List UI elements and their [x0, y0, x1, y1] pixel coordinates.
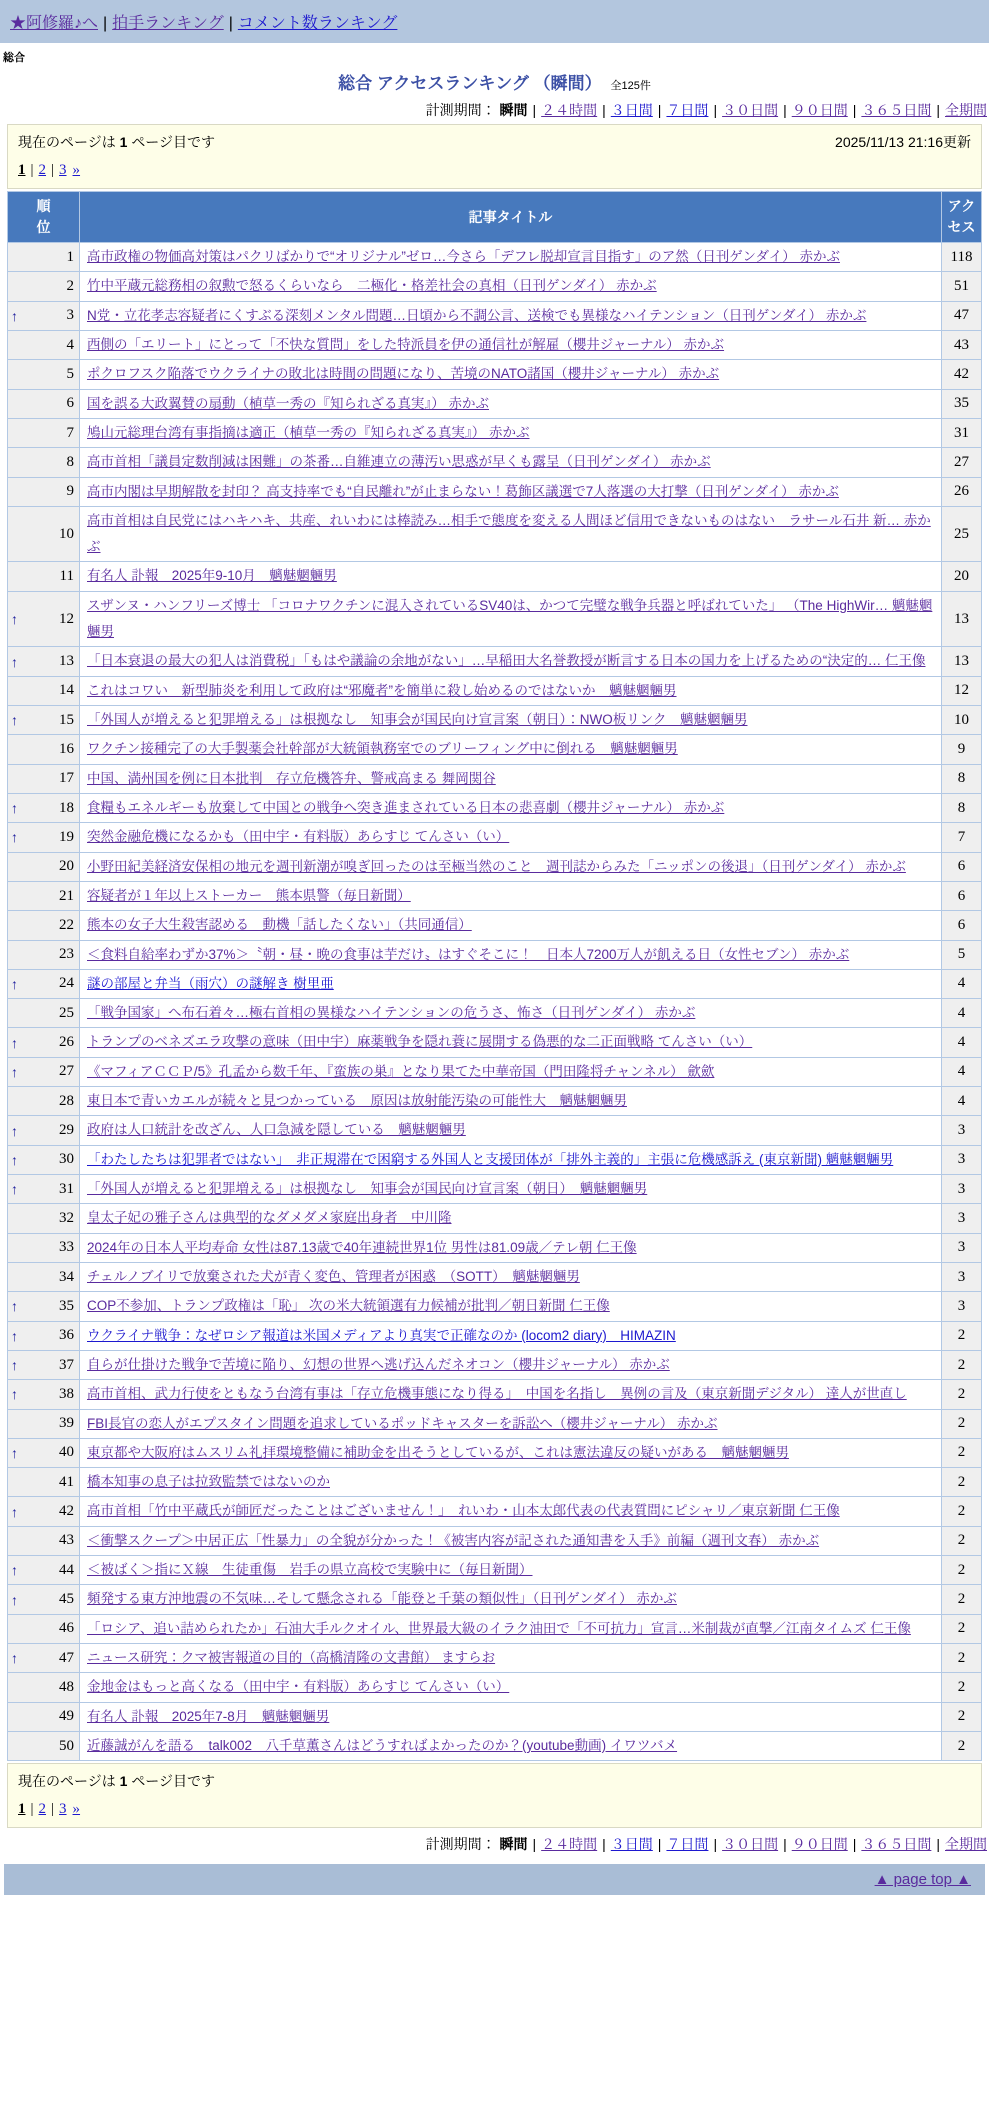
- col-header-access: アクセス: [942, 192, 982, 243]
- access-count: 42: [942, 360, 982, 389]
- access-count: 7: [942, 823, 982, 852]
- pagination-link[interactable]: 3: [59, 1801, 67, 1818]
- rank-number: 36: [59, 1327, 74, 1344]
- separator: |: [713, 1836, 718, 1853]
- separator: |: [783, 102, 787, 118]
- access-count: 8: [942, 764, 982, 793]
- separator: |: [602, 102, 606, 118]
- article-link[interactable]: 頻発する東方沖地震の不気味…そして懸念される「能登と千葉の類似性」（日刊ゲンダイ） 赤かぶ: [87, 1591, 677, 1607]
- table-row: [8, 1644, 982, 1673]
- period-label: 計測期間：: [425, 102, 496, 118]
- rank-number: 12: [59, 610, 74, 627]
- rank-number: 39: [59, 1415, 74, 1432]
- article-link[interactable]: チェルノブイリで放棄された犬が青く変色、管理者が困惑 （SOTT） 魑魅魍魎男: [87, 1268, 580, 1284]
- rank-number: 29: [59, 1122, 74, 1139]
- access-count: 3: [942, 1116, 982, 1145]
- rank-number: 30: [59, 1151, 74, 1168]
- rank-up-arrow-icon: ↑: [11, 1298, 18, 1315]
- access-count: 3: [942, 1145, 982, 1174]
- article-link[interactable]: ＜被ばく＞指にＸ線 生徒重傷 岩手の県立高校で実験中に（毎日新聞）: [87, 1562, 533, 1578]
- rank-number: 4: [66, 336, 74, 353]
- ranking-table: [7, 191, 982, 1761]
- site-link-clap-ranking[interactable]: 拍手ランキング: [112, 15, 224, 32]
- access-count: 51: [942, 272, 982, 301]
- rank-number: 19: [59, 828, 74, 845]
- table-row: [8, 1175, 982, 1204]
- access-count: 43: [942, 330, 982, 359]
- access-count: 5: [942, 940, 982, 969]
- separator: |: [228, 15, 233, 32]
- rank-number: 45: [59, 1591, 74, 1608]
- article-link[interactable]: 竹中平蔵元総務相の叙勲で怒るくらいなら 二極化・格差社会の真相（日刊ゲンダイ） 赤かぶ: [87, 278, 657, 294]
- access-count: 3: [942, 1204, 982, 1233]
- access-count: 20: [942, 562, 982, 591]
- article-link[interactable]: FBI長官の恋人がエプスタイン問題を追求しているポッドキャスターを訴訟へ（櫻井ジャーナル） 赤かぶ: [87, 1415, 718, 1431]
- rank-up-arrow-icon: ↑: [11, 653, 18, 670]
- rank-number: 15: [59, 711, 74, 728]
- col-header-title: 記事タイトル: [80, 192, 942, 243]
- pagination: [18, 162, 971, 179]
- rank-up-arrow-icon: ↑: [11, 829, 18, 846]
- table-row: [8, 243, 982, 272]
- article-link[interactable]: 有名人 訃報 2025年7-8月 魑魅魍魎男: [87, 1708, 330, 1724]
- access-count: 2: [942, 1526, 982, 1555]
- article-link[interactable]: これはコワい 新型肺炎を利用して政府は“邪魔者”を簡単に殺し始めるのではないか 魑魅魍魎男: [87, 682, 677, 698]
- rank-number: 8: [66, 453, 74, 470]
- period-option-link[interactable]: 全期間: [945, 1836, 987, 1853]
- separator: |: [657, 102, 662, 118]
- article-link[interactable]: ＜衝撃スクープ＞中居正広「性暴力」の全貌が分かった！《被害内容が記された通知書を入手》前編（週刊文春） 赤かぶ: [87, 1532, 820, 1548]
- pagination-link[interactable]: 2: [38, 162, 47, 178]
- table-row: [8, 706, 982, 735]
- top-link-bar: [0, 0, 989, 43]
- rank-number: 41: [59, 1473, 74, 1490]
- rank-number: 13: [59, 653, 74, 670]
- rank-up-arrow-icon: ↑: [11, 1591, 18, 1608]
- rank-number: 32: [59, 1209, 74, 1226]
- rank-number: 24: [59, 975, 74, 992]
- separator: |: [51, 1801, 55, 1818]
- separator: |: [103, 15, 108, 32]
- table-row: [8, 1438, 982, 1467]
- rank-number: 47: [59, 1649, 74, 1666]
- article-link[interactable]: ニュース研究：クマ被害報道の目的（高橋清隆の文書館） ますらお: [87, 1650, 496, 1665]
- access-count: 2: [942, 1644, 982, 1673]
- rank-number: 22: [59, 916, 74, 933]
- access-count: 47: [942, 301, 982, 330]
- col-header-rank: 順位: [8, 192, 80, 243]
- access-count: 2: [942, 1702, 982, 1731]
- current-page-note: 現在のページは 1 ページ目です: [18, 134, 216, 150]
- table-row: [8, 852, 982, 881]
- rank-number: 28: [59, 1092, 74, 1109]
- separator: |: [532, 1836, 537, 1853]
- access-count: 12: [942, 676, 982, 705]
- pagination-next-link[interactable]: »: [72, 1801, 81, 1818]
- rank-number: 7: [66, 424, 74, 441]
- rank-number: 2: [66, 277, 74, 294]
- table-row: [8, 1087, 982, 1116]
- period-option-link[interactable]: ３日間: [610, 102, 653, 118]
- separator: |: [532, 102, 537, 118]
- rank-number: 14: [59, 682, 74, 699]
- table-row: [8, 448, 982, 477]
- table-row: [8, 301, 982, 330]
- site-link-asyura-home[interactable]: ★阿修羅♪へ: [10, 15, 99, 32]
- rank-up-arrow-icon: ↑: [11, 1122, 18, 1139]
- table-row: [8, 477, 982, 506]
- rank-number: 9: [66, 483, 74, 500]
- rank-number: 17: [59, 770, 74, 787]
- table-row: [8, 330, 982, 359]
- article-link[interactable]: 高市首相、武力行使をともなう台湾有事は「存立危機事態になり得る」 中国を名指し 異例の言及（東京新聞デジタル） 達人が世直し: [87, 1386, 907, 1402]
- page-top-bar: [4, 1864, 985, 1895]
- article-link[interactable]: 《マフィアＣＣＰ/5》孔孟から数千年、『蛮族の巣』となり果てた中華帝国（門田隆将チャンネル） 歛歛: [87, 1063, 715, 1079]
- table-row: [8, 1409, 982, 1438]
- rank-number: 44: [59, 1561, 74, 1578]
- rank-number: 48: [59, 1678, 74, 1695]
- access-count: 6: [942, 911, 982, 940]
- rank-number: 34: [59, 1268, 74, 1285]
- rank-up-arrow-icon: ↑: [11, 611, 18, 628]
- article-link[interactable]: 食糧もエネルギーも放棄して中国との戦争へ突き進まされている日本の悲喜劇（櫻井ジャーナル） 赤かぶ: [87, 799, 725, 815]
- page-info-bar-top: [7, 124, 982, 189]
- article-link[interactable]: 「外国人が増えると犯罪増える」は根拠なし 知事会が国民向け宣言案（朝日）：NWO板リンク 魑魅魍魎男: [87, 712, 748, 727]
- article-link[interactable]: 皇太子妃の雅子さんは典型的なダメダメ家庭出身者 中川隆: [87, 1210, 452, 1226]
- article-link[interactable]: 突然金融危機になるかも（田中宇・有料版）あらすじ てんさい（い）: [87, 829, 510, 845]
- article-link[interactable]: 有名人 訃報 2025年9-10月 魑魅魍魎男: [87, 568, 337, 584]
- access-count: 35: [942, 389, 982, 418]
- article-link[interactable]: ＜食料自給率わずか37%＞〝朝・昼・晩の食事は芋だけ〟はすぐそこに！ 日本人7200万人が飢える日（女性セブン） 赤かぶ: [87, 946, 850, 962]
- title-line: [0, 69, 989, 94]
- article-link[interactable]: N党・立花孝志容疑者にくすぶる深刻メンタル問題…日頃から不調公言、送検でも異様なハイテンション（日刊ゲンダイ） 赤かぶ: [87, 307, 867, 323]
- article-link[interactable]: ポクロフスク陥落でウクライナの敗北は時間の問題になり、苦境のNATO諸国（櫻井ジャーナル） 赤かぶ: [87, 366, 720, 382]
- table-row: [8, 360, 982, 389]
- article-link[interactable]: 近藤誠がんを語る talk002 八千草薫さんはどうすればよかったのか？(youtube動画) イワツバメ: [87, 1737, 678, 1753]
- rank-up-arrow-icon: ↑: [11, 1650, 18, 1667]
- rank-number: 25: [59, 1004, 74, 1021]
- period-option-link[interactable]: ３０日間: [722, 1836, 779, 1853]
- article-link[interactable]: スザンヌ・ハンフリーズ博士 「コロナワクチンに混入されているSV40は、かつて完璧な戦争兵器と呼ばれていた」 （The HighWir… 魑魅魍魎男: [87, 597, 933, 640]
- access-count: 13: [942, 647, 982, 676]
- article-link[interactable]: ワクチン接種完了の大手製薬会社幹部が大統領執務室でのブリーフィング中に倒れる 魑魅魍魎男: [87, 741, 678, 757]
- rank-number: 31: [59, 1180, 74, 1197]
- period-option-link[interactable]: ９０日間: [791, 102, 848, 118]
- rank-number: 23: [59, 946, 74, 963]
- separator: |: [936, 102, 940, 118]
- article-link[interactable]: トランプのベネズエラ攻撃の意味（田中宇）麻薬戦争を隠れ蓑に展開する偽悪的な二正面戦略 てんさい（い）: [87, 1034, 753, 1050]
- article-link[interactable]: 2024年の日本人平均寿命 女性は87.13歳で40年連続世界1位 男性は81.09歳／テレ朝 仁王像: [87, 1239, 637, 1255]
- period-selector-bottom: [0, 1834, 989, 1854]
- table-row: [8, 1614, 982, 1643]
- article-link[interactable]: ウクライナ戦争：なぜロシア報道は米国メディアより真実で正確なのか (locom2 diary) HIMAZIN: [87, 1327, 676, 1343]
- separator: |: [713, 102, 718, 118]
- access-count: 3: [942, 1233, 982, 1262]
- separator: |: [783, 1836, 787, 1853]
- rank-number: 5: [66, 365, 74, 382]
- rank-number: 43: [59, 1532, 74, 1549]
- period-option-link[interactable]: ２４時間: [541, 1836, 598, 1853]
- period-option-link[interactable]: 全期間: [945, 102, 987, 118]
- rank-number: 37: [59, 1356, 74, 1373]
- access-count: 2: [942, 1468, 982, 1497]
- rank-up-arrow-icon: ↑: [11, 1034, 18, 1051]
- rank-number: 49: [59, 1708, 74, 1725]
- rank-number: 42: [59, 1503, 74, 1520]
- table-row: [8, 676, 982, 705]
- article-link[interactable]: 熊本の女子大生殺害認める 動機「話したくない」（共同通信）: [87, 917, 472, 933]
- article-link[interactable]: 高市内閣は早期解散を封印？ 高支持率でも“自民離れ”が止まらない！葛飾区議選で7人落選の大打撃（日刊ゲンダイ） 赤かぶ: [87, 483, 839, 499]
- article-link[interactable]: 金地金はもっと高くなる（田中宇・有料版）あらすじ てんさい（い）: [87, 1679, 510, 1695]
- table-row: [8, 1497, 982, 1526]
- pagination-current: 1: [18, 1801, 26, 1818]
- table-row: [8, 1321, 982, 1350]
- table-row: [8, 764, 982, 793]
- table-row: [8, 1526, 982, 1555]
- separator: |: [852, 102, 857, 118]
- rank-up-arrow-icon: ↑: [11, 307, 18, 324]
- separator: |: [30, 1801, 34, 1818]
- separator: |: [936, 1836, 940, 1853]
- page-info-bar-bottom: [7, 1763, 982, 1828]
- access-count: 31: [942, 418, 982, 447]
- article-link[interactable]: 自らが仕掛けた戦争で苦境に陥り、幻想の世界へ逃げ込んだネオコン（櫻井ジャーナル） 赤かぶ: [87, 1356, 670, 1372]
- table-row: [8, 911, 982, 940]
- pagination-link[interactable]: 2: [38, 1801, 47, 1818]
- page-title: 総合 アクセスランキング （瞬間）: [338, 74, 602, 93]
- rank-number: 40: [59, 1444, 74, 1461]
- access-count: 2: [942, 1497, 982, 1526]
- article-link[interactable]: 謎の部屋と弁当（雨穴）の謎解き 樹里亜: [87, 975, 334, 991]
- period-label: 計測期間：: [425, 1836, 496, 1853]
- pagination-current: 1: [18, 162, 26, 178]
- article-link[interactable]: 橋本知事の息子は拉致監禁ではないのか: [87, 1474, 330, 1490]
- period-selector-top: [0, 100, 989, 120]
- access-count: 6: [942, 881, 982, 910]
- access-count: 8: [942, 793, 982, 822]
- access-count: 118: [942, 243, 982, 272]
- table-row: [8, 1673, 982, 1702]
- access-count: 26: [942, 477, 982, 506]
- table-row: [8, 591, 982, 647]
- current-page-number: 1: [119, 1773, 128, 1790]
- article-link[interactable]: 政府は人口統計を改ざん、人口急減を隠している 魑魅魍魎男: [87, 1122, 466, 1138]
- site-link-comment-ranking[interactable]: コメント数ランキング: [237, 15, 398, 32]
- period-current: 瞬間: [499, 102, 528, 118]
- pagination: [18, 1801, 971, 1818]
- access-count: 2: [942, 1614, 982, 1643]
- rank-up-arrow-icon: ↑: [11, 1357, 18, 1374]
- table-row: [8, 562, 982, 591]
- table-row: [8, 1380, 982, 1409]
- rank-number: 35: [59, 1297, 74, 1314]
- current-page-note: 現在のページは 1 ページ目です: [18, 1773, 216, 1790]
- rank-number: 6: [66, 395, 74, 412]
- article-link[interactable]: 「日本衰退の最大の犯人は消費税」「もはや議論の余地がない」…早稲田大名誉教授が断言する日本の国力を上げるための“決定的… 仁王像: [87, 653, 926, 669]
- rank-number: 21: [59, 887, 74, 904]
- table-row: [8, 969, 982, 998]
- rank-up-arrow-icon: ↑: [11, 1327, 18, 1344]
- access-count: 2: [942, 1438, 982, 1467]
- article-link[interactable]: 高市首相「議員定数削減は困難」の茶番…自維連立の薄汚い思惑が早くも露呈（日刊ゲンダイ） 赤かぶ: [87, 454, 711, 470]
- pagination-link[interactable]: 3: [59, 162, 67, 178]
- rank-up-arrow-icon: ↑: [11, 1151, 18, 1168]
- period-option-link[interactable]: ３０日間: [722, 102, 779, 118]
- article-link[interactable]: 高市首相「竹中平蔵氏が師匠だったことはございません！」 れいわ・山本太郎代表の代表質問にピシャリ／東京新聞 仁王像: [87, 1503, 840, 1519]
- article-link[interactable]: 東日本で青いカエルが続々と見つかっている 原因は放射能汚染の可能性大 魑魅魍魎男: [87, 1093, 627, 1109]
- table-row: [8, 506, 982, 562]
- access-count: 9: [942, 735, 982, 764]
- period-option-link[interactable]: ２４時間: [541, 102, 598, 118]
- table-row: [8, 940, 982, 969]
- access-count: 4: [942, 969, 982, 998]
- article-link[interactable]: 小野田紀美経済安保相の地元を週刊新潮が嗅ぎ回ったのは至極当然のこと 週刊誌からみた「ニッポンの後退」（日刊ゲンダイ） 赤かぶ: [87, 858, 906, 874]
- table-row: [8, 1233, 982, 1262]
- access-count: 4: [942, 1087, 982, 1116]
- article-link[interactable]: 高市政権の物価高対策はパクリばかりで“オリジナル”ゼロ…今さら「デフレ脱却宣言目指す」のア然（日刊ゲンダイ） 赤かぶ: [87, 249, 840, 264]
- access-count: 13: [942, 591, 982, 647]
- period-option-link[interactable]: ９０日間: [791, 1836, 848, 1853]
- separator: |: [602, 1836, 606, 1853]
- access-count: 4: [942, 1028, 982, 1057]
- article-link[interactable]: 「わたしたちは犯罪者ではない」 非正規滞在で困窮する外国人と支援団体が「排外主義的」主張に危機感訴え (東京新聞) 魑魅魍魎男: [87, 1151, 894, 1167]
- table-row: [8, 1350, 982, 1379]
- access-count: 25: [942, 506, 982, 562]
- access-count: 4: [942, 1057, 982, 1086]
- table-row: [8, 1262, 982, 1291]
- rank-number: 46: [59, 1620, 74, 1637]
- article-link[interactable]: 容疑者が１年以上ストーカー 熊本県警（毎日新聞）: [87, 887, 411, 903]
- rank-up-arrow-icon: ↑: [11, 1386, 18, 1403]
- table-row: [8, 647, 982, 676]
- article-link[interactable]: 国を誤る大政翼賛の扇動（植草一秀の『知られざる真実』） 赤かぶ: [87, 395, 489, 411]
- rank-number: 20: [59, 858, 74, 875]
- table-header-row: [8, 192, 982, 243]
- access-count: 4: [942, 999, 982, 1028]
- rank-number: 16: [59, 740, 74, 757]
- rank-up-arrow-icon: ↑: [11, 712, 18, 729]
- rank-number: 27: [59, 1063, 74, 1080]
- access-count: 3: [942, 1175, 982, 1204]
- period-option-link[interactable]: ７日間: [666, 1836, 709, 1853]
- rank-number: 1: [66, 248, 74, 265]
- table-row: [8, 793, 982, 822]
- access-count: 2: [942, 1731, 982, 1760]
- table-row: [8, 1556, 982, 1585]
- rank-up-arrow-icon: ↑: [11, 1181, 18, 1198]
- separator: |: [30, 162, 34, 178]
- table-row: [8, 1145, 982, 1174]
- table-row: [8, 389, 982, 418]
- table-row: [8, 1468, 982, 1497]
- period-current: 瞬間: [499, 1836, 528, 1853]
- rank-number: 10: [59, 525, 74, 542]
- rank-number: 3: [66, 307, 74, 324]
- table-row: [8, 999, 982, 1028]
- article-link[interactable]: 高市首相は自民党にはハキハキ、共産、れいわには棒読み…相手で態度を変える人間ほど信用できないものはない ラサール石井 新… 赤かぶ: [87, 512, 931, 555]
- article-link[interactable]: 「外国人が増えると犯罪増える」は根拠なし 知事会が国民向け宣言案（朝日） 魑魅魍魎男: [87, 1181, 648, 1196]
- table-row: [8, 881, 982, 910]
- period-option-link[interactable]: ７日間: [666, 102, 709, 118]
- article-link[interactable]: 東京都や大阪府はムスリム礼拝環境整備に補助金を出そうとしているが、これは憲法違反の疑いがある 魑魅魍魎男: [87, 1444, 789, 1460]
- current-page-number: 1: [119, 134, 128, 150]
- table-row: [8, 272, 982, 301]
- article-link[interactable]: 「ロシア、追い詰められたか」石油大手ルクオイル、世界最大級のイラク油田で「不可抗力」宣言…米制裁が直撃／江南タイムズ 仁王像: [87, 1620, 911, 1636]
- rank-number: 18: [59, 799, 74, 816]
- separator: |: [852, 1836, 857, 1853]
- separator: |: [51, 162, 55, 178]
- update-timestamp: 2025/11/13 21:16更新: [835, 134, 971, 150]
- table-row: [8, 823, 982, 852]
- period-option-link[interactable]: ３６５日間: [861, 1836, 932, 1853]
- table-row: [8, 418, 982, 447]
- table-row: [8, 1204, 982, 1233]
- rank-up-arrow-icon: ↑: [11, 1562, 18, 1579]
- table-row: [8, 1116, 982, 1145]
- period-option-link[interactable]: ３６５日間: [861, 102, 932, 118]
- table-row: [8, 1057, 982, 1086]
- access-count: 3: [942, 1262, 982, 1291]
- rank-number: 11: [59, 568, 74, 585]
- access-count: 2: [942, 1409, 982, 1438]
- rank-number: 26: [59, 1034, 74, 1051]
- rank-number: 33: [59, 1239, 74, 1256]
- article-link[interactable]: 西側の「エリート」にとって「不快な質問」をした特派員を伊の通信社が解雇（櫻井ジャーナル） 赤かぶ: [87, 336, 725, 352]
- access-count: 27: [942, 448, 982, 477]
- table-row: [8, 1702, 982, 1731]
- rank-up-arrow-icon: ↑: [11, 975, 18, 992]
- rank-up-arrow-icon: ↑: [11, 1063, 18, 1080]
- table-row: [8, 735, 982, 764]
- access-count: 2: [942, 1673, 982, 1702]
- period-option-link[interactable]: ３日間: [610, 1836, 653, 1853]
- access-count: 10: [942, 706, 982, 735]
- table-row: [8, 1292, 982, 1321]
- rank-number: 38: [59, 1385, 74, 1402]
- access-count: 3: [942, 1292, 982, 1321]
- article-link[interactable]: COP不参加、トランプ政権は「恥」 次の米大統領選有力候補が批判／朝日新聞 仁王像: [87, 1298, 610, 1314]
- access-count: 2: [942, 1350, 982, 1379]
- article-link[interactable]: 鳩山元総理台湾有事指摘は適正（植草一秀の『知られざる真実』） 赤かぶ: [87, 424, 530, 440]
- rank-up-arrow-icon: ↑: [11, 800, 18, 817]
- access-count: 2: [942, 1321, 982, 1350]
- article-link[interactable]: 中国、満州国を例に日本批判 存立危機答弁、警戒高まる 舞岡関谷: [87, 770, 496, 786]
- separator: |: [657, 1836, 662, 1853]
- rank-up-arrow-icon: ↑: [11, 1444, 18, 1461]
- access-count: 2: [942, 1380, 982, 1409]
- board-label: 総合: [3, 52, 25, 64]
- access-count: 6: [942, 852, 982, 881]
- table-row: [8, 1028, 982, 1057]
- table-row: [8, 1585, 982, 1614]
- pagination-next-link[interactable]: »: [72, 162, 81, 178]
- rank-number: 50: [59, 1737, 74, 1754]
- article-link[interactable]: 「戦争国家」へ布石着々…極右首相の異様なハイテンションの危うさ、怖さ（日刊ゲンダイ） 赤かぶ: [87, 1005, 696, 1021]
- page-top-link[interactable]: ▲ page top ▲: [874, 1871, 971, 1889]
- table-row: [8, 1731, 982, 1760]
- rank-up-arrow-icon: ↑: [11, 1503, 18, 1520]
- total-count: 全125件: [610, 80, 651, 92]
- access-count: 2: [942, 1585, 982, 1614]
- access-count: 2: [942, 1556, 982, 1585]
